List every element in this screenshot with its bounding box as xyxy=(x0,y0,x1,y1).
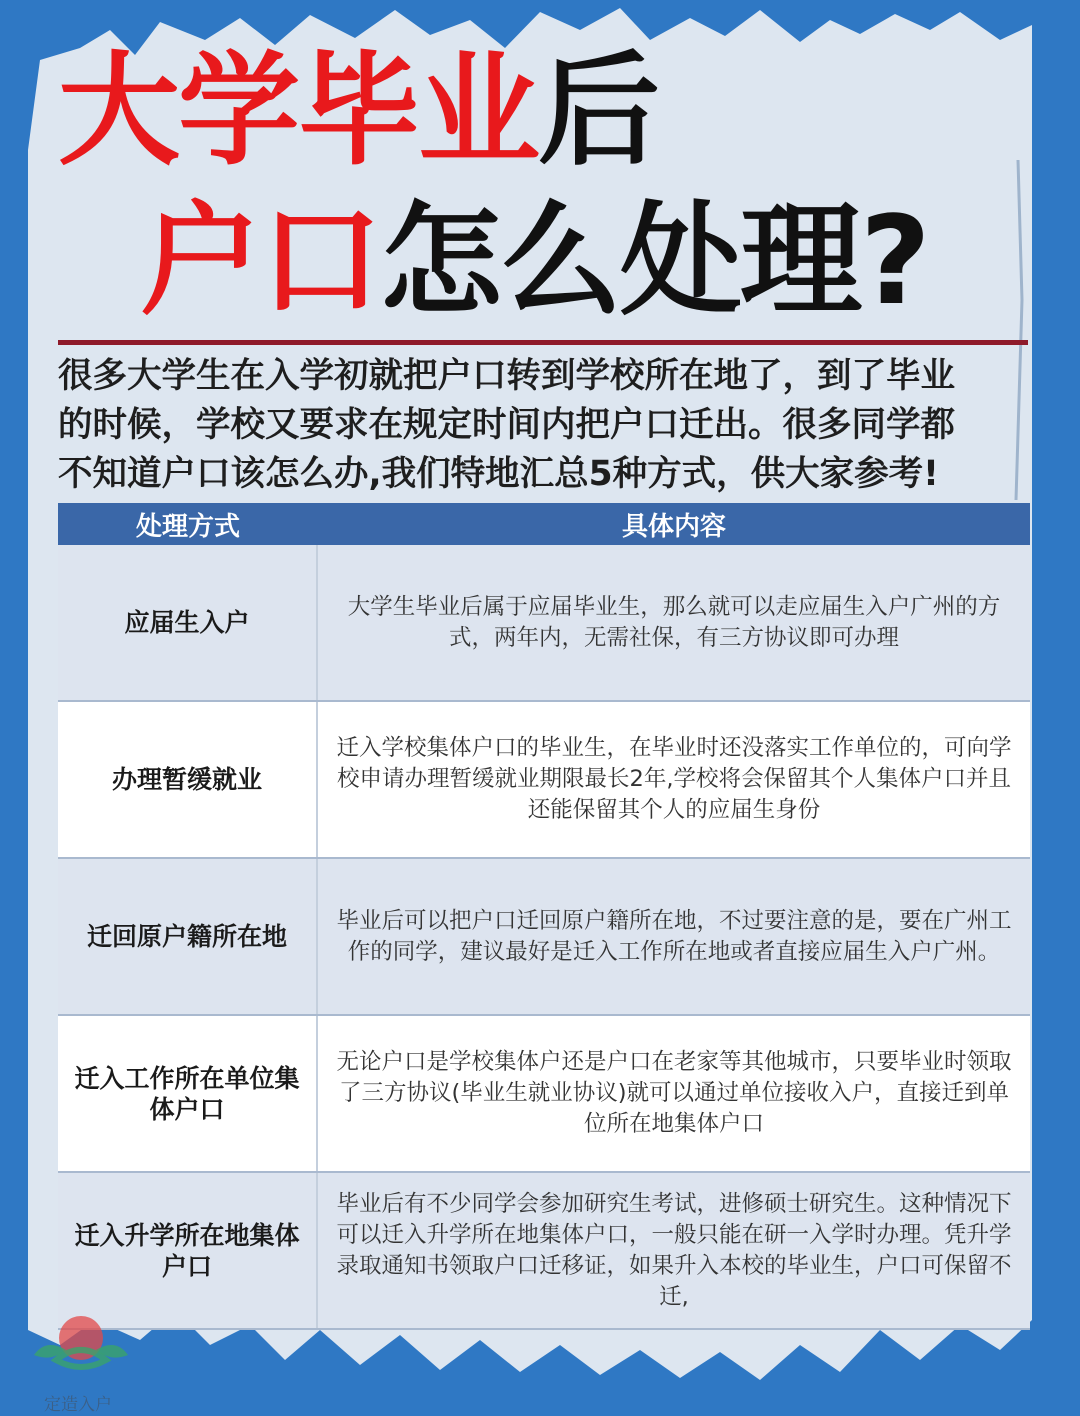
row-content: 迁入学校集体户口的毕业生，在毕业时还没落实工作单位的，可向学校申请办理暂缓就业期限最长2年,学校将会保留其个人集体户口并且还能保留其个人的应届生身份 xyxy=(336,735,1012,823)
title-red-part-1: 大学毕业 xyxy=(58,40,538,182)
table-row xyxy=(58,1173,1030,1330)
title-black-part-2: 怎么处理? xyxy=(380,190,929,332)
row-method: 迁入工作所在单位集体户口 xyxy=(58,1016,318,1171)
header-method: 处理方式 xyxy=(135,511,240,542)
row-method: 迁回原户籍所在地 xyxy=(58,859,318,1014)
title-red-part-2: 户口 xyxy=(140,190,380,332)
row-method: 办理暂缓就业 xyxy=(58,702,318,857)
row-method: 迁入升学所在地集体户口 xyxy=(58,1173,318,1328)
intro-line-2: 的时候，学校又要求在规定时间内把户口迁出。很多同学都 xyxy=(58,405,955,445)
intro-line-3: 不知道户口该怎么办,我们特地汇总5种方式，供大家参考! xyxy=(58,454,939,494)
row-method: 应届生入户 xyxy=(58,545,318,700)
row-content: 无论户口是学校集体户还是户口在老家等其他城市，只要毕业时领取了三方协议(毕业生就业协议)就可以通过单位接收入户，直接迁到单位所在地集体户口 xyxy=(336,1049,1012,1137)
row-content: 毕业后有不少同学会参加研究生考试，进修硕士研究生。这种情况下可以迁入升学所在地集体户口，一般只能在研一入学时办理。凭升学录取通知书领取户口迁移证，如果升入本校的毕业生，户口可保留不迁, xyxy=(336,1190,1012,1310)
title-line-2 xyxy=(140,190,929,332)
watermark-text: 定造入户 xyxy=(44,1395,112,1415)
title-black-part-1: 后 xyxy=(538,40,658,182)
methods-table xyxy=(58,503,1030,1330)
row-content: 毕业后可以把户口迁回原户籍所在地，不过要注意的是，要在广州工作的同学，建议最好是迁入工作所在地或者直接应届生入户广州。 xyxy=(336,907,1012,965)
table-row xyxy=(58,702,1030,859)
table-row xyxy=(58,1016,1030,1173)
intro-line-1: 很多大学生在入学初就把户口转到学校所在地了，到了毕业 xyxy=(58,356,955,396)
row-content: 大学生毕业后属于应届毕业生，那么就可以走应届生入户广州的方式，两年内，无需社保，有三方协议即可办理 xyxy=(347,593,1001,651)
table-row xyxy=(58,859,1030,1016)
watermark-logo-icon xyxy=(26,1310,136,1380)
table-header xyxy=(58,503,1030,545)
intro-paragraph xyxy=(58,352,1043,499)
header-content: 具体内容 xyxy=(621,511,726,542)
title-divider xyxy=(58,340,1028,345)
title-line-1 xyxy=(58,40,658,182)
table-row xyxy=(58,545,1030,702)
